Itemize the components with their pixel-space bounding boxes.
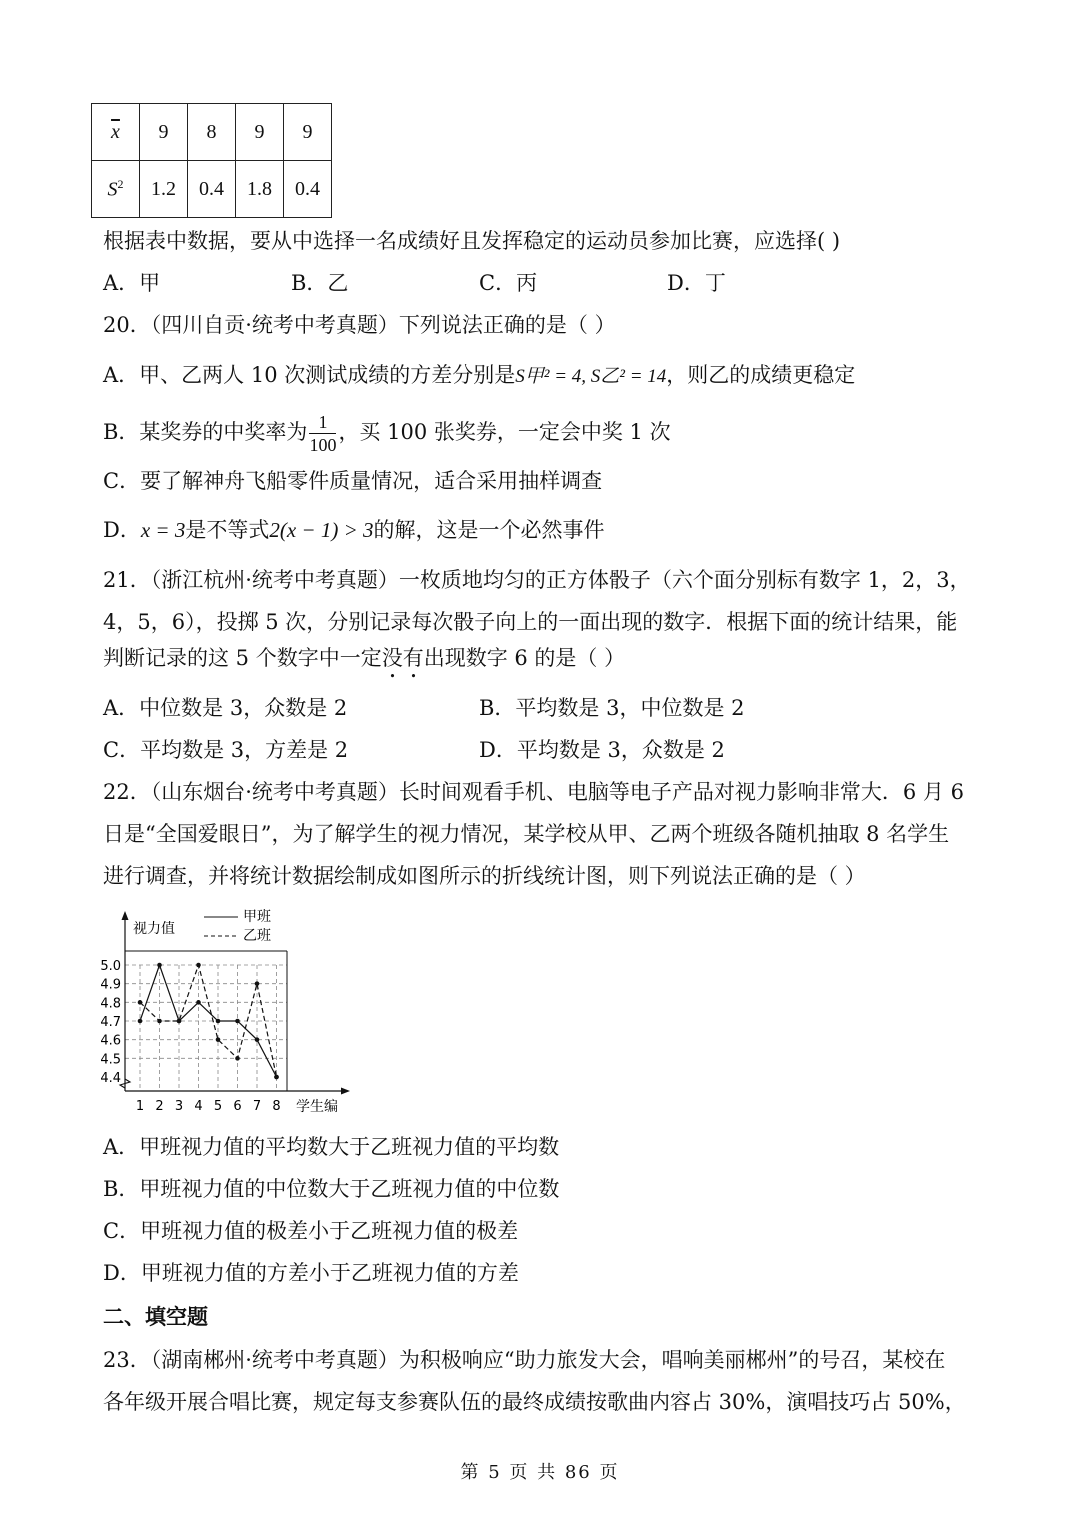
q20-option-c: C．要了解神舟飞船零件质量情况，适合采用抽样调查	[103, 469, 603, 493]
mean-label: $\overline{x}$	[92, 104, 140, 161]
q22-line-1: 22．（山东烟台·统考中考真题）长时间观看手机、电脑等电子产品对视力影响非常大．6 月 6	[103, 780, 964, 804]
y-tick-label: 5.0	[100, 959, 121, 974]
q19-option-c: C．丙	[479, 271, 538, 295]
x-axis-label: 学生编	[296, 1099, 338, 1115]
table-cell: 9	[140, 104, 188, 161]
data-point	[216, 1037, 221, 1042]
data-point	[157, 963, 162, 968]
stats-table	[91, 103, 332, 218]
page-footer: 第 5 页 共 86 页	[460, 1462, 620, 1483]
data-point	[274, 1075, 279, 1080]
y-tick-label: 4.5	[100, 1052, 121, 1068]
q21-line-2: 4，5，6），投掷 5 次，分别记录每次骰子向上的一面出现的数字．根据下面的统计结果，能	[103, 610, 958, 634]
emphasis-text: 没有	[381, 646, 424, 670]
data-point	[255, 1037, 260, 1042]
x-tick-label: 5	[213, 1099, 223, 1114]
line-chart	[100, 903, 360, 1118]
table-cell: 9	[284, 104, 332, 161]
q21-line-3: 判断记录的这 5 个数字中一定没有出现数字 6 的是（ ）	[103, 646, 626, 670]
table-row	[92, 161, 332, 218]
q21-line-1: 21．（浙江杭州·统考中考真题）一枚质地均匀的正方体骰子（六个面分别标有数字 1，2，3，	[103, 568, 971, 592]
data-point	[235, 1019, 240, 1024]
legend-label-b: 乙班	[243, 928, 271, 944]
x-tick-label: 6	[233, 1099, 242, 1114]
y-axis-label: 视力值	[133, 921, 175, 937]
q22-option-b: B．甲班视力值的中位数大于乙班视力值的中位数	[103, 1177, 560, 1201]
x-tick-label: 1	[135, 1099, 145, 1114]
x-tick-label: 2	[155, 1099, 164, 1114]
y-tick-label: 4.6	[100, 1033, 121, 1049]
table-cell: 1.2	[140, 161, 188, 218]
q21-option-c: C．平均数是 3，方差是 2	[103, 738, 349, 762]
x-axis-arrow	[341, 1088, 350, 1095]
y-tick-label: 4.4	[100, 1071, 121, 1086]
section-heading: 二、填空题	[103, 1305, 208, 1329]
y-tick-label: 4.9	[100, 977, 121, 993]
x-tick-label: 7	[252, 1099, 262, 1114]
q19-option-b: B．乙	[291, 271, 349, 295]
q20-stem: 20．（四川自贡·统考中考真题）下列说法正确的是（ ）	[103, 313, 616, 337]
fraction: $\frac{1}{100}$	[309, 412, 337, 455]
data-point	[196, 1000, 201, 1005]
q19-option-a: A．甲	[103, 271, 161, 295]
data-point	[235, 1056, 240, 1061]
q22-line-2: 日是“全国爱眼日”，为了解学生的视力情况，某学校从甲、乙两个班级各随机抽取 8 名学生	[103, 822, 950, 846]
table-row	[92, 104, 332, 161]
q19-stem: 根据表中数据，要从中选择一名成绩好且发挥稳定的运动员参加比赛，应选择( )	[103, 229, 841, 253]
data-point	[157, 1019, 162, 1024]
data-point	[216, 1019, 221, 1024]
table-cell: 0.4	[188, 161, 236, 218]
data-point	[177, 1019, 182, 1024]
data-point	[196, 963, 201, 968]
q22-option-a: A．甲班视力值的平均数大于乙班视力值的平均数	[103, 1135, 560, 1159]
q20-option-b: B．某奖券的中奖率为 $\frac{1}{100}$ ，买 100 张奖券，一定会中奖 1 次	[103, 412, 671, 455]
q21-option-b: B．平均数是 3，中位数是 2	[479, 696, 745, 720]
data-point	[255, 981, 260, 986]
q20-option-d: D．x = 3是不等式2(x − 1) > 3的解，这是一个必然事件	[103, 518, 605, 542]
q22-option-d: D．甲班视力值的方差小于乙班视力值的方差	[103, 1261, 519, 1285]
x-tick-label: 3	[174, 1099, 184, 1114]
variance-label: $S^2$	[92, 161, 140, 218]
q21-option-d: D．平均数是 3，众数是 2	[479, 738, 725, 762]
q20-option-a: A．甲、乙两人 10 次测试成绩的方差分别是S甲² = 4, S乙² = 14，则乙的成绩更稳定	[103, 363, 856, 387]
table-cell: 0.4	[284, 161, 332, 218]
q23-line-1: 23．（湖南郴州·统考中考真题）为积极响应“助力旅发大会，唱响美丽郴州”的号召，某校在	[103, 1348, 946, 1372]
y-tick-label: 4.7	[100, 1015, 121, 1030]
q22-line-3: 进行调查，并将统计数据绘制成如图所示的折线统计图，则下列说法正确的是（ ）	[103, 864, 866, 888]
legend-label-a: 甲班	[243, 909, 271, 925]
q21-option-a: A．中位数是 3，众数是 2	[103, 696, 348, 720]
x-tick-label: 4	[194, 1099, 203, 1114]
table-cell: 8	[188, 104, 236, 161]
q23-line-2: 各年级开展合唱比赛，规定每支参赛队伍的最终成绩按歌曲内容占 30%，演唱技巧占 50%，	[103, 1390, 966, 1414]
q19-option-d: D．丁	[667, 271, 726, 295]
data-point	[138, 1019, 143, 1024]
table-cell: 9	[236, 104, 284, 161]
x-tick-label: 8	[272, 1099, 281, 1114]
y-tick-label: 4.8	[100, 996, 121, 1012]
q22-option-c: C．甲班视力值的极差小于乙班视力值的极差	[103, 1219, 519, 1243]
y-axis-arrow	[122, 911, 129, 920]
table-cell: 1.8	[236, 161, 284, 218]
data-point	[138, 1000, 143, 1005]
